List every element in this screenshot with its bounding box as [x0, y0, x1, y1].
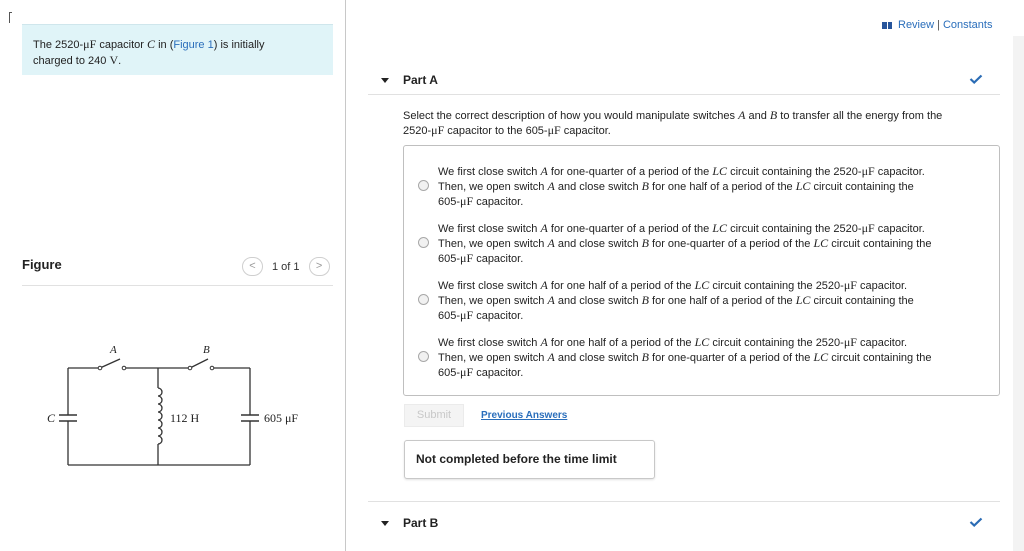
check-icon — [969, 517, 983, 527]
unit-text: μF — [83, 37, 97, 51]
collapse-triangle-icon — [381, 78, 389, 83]
constants-link[interactable]: Constants — [942, 19, 993, 31]
lc-symbol: LC — [694, 335, 710, 349]
switch-b-blade — [190, 359, 208, 368]
switch-contact — [210, 366, 214, 370]
next-figure-button[interactable]: > — [309, 257, 330, 276]
switch-b-symbol: B — [769, 108, 778, 122]
option-fragment: and close switch — [554, 238, 642, 250]
part-b-header[interactable] — [381, 516, 438, 530]
option-fragment: We first close switch — [438, 337, 541, 349]
switch-b-symbol: B — [641, 293, 649, 307]
unit-text: μF — [460, 194, 474, 208]
lc-symbol: LC — [694, 278, 710, 292]
option-fragment: capacitor. — [874, 166, 925, 178]
intro-text: capacitor — [96, 39, 148, 51]
radio-button[interactable] — [418, 351, 429, 362]
answer-option-3[interactable] — [418, 278, 988, 324]
switch-b-symbol: B — [641, 236, 649, 250]
review-link[interactable]: Review — [898, 19, 935, 31]
intro-text: charged to 240 — [33, 55, 110, 67]
option-fragment: We first close switch — [438, 223, 541, 235]
problem-intro — [22, 24, 333, 75]
option-fragment: capacitor. — [856, 280, 908, 292]
unit-text: μF — [460, 308, 474, 322]
question-fragment: 2520- — [403, 125, 432, 137]
option-fragment: circuit containing the — [810, 295, 914, 307]
lc-circuit-diagram — [40, 338, 320, 473]
option-fragment: circuit containing the 2520- — [727, 223, 862, 235]
option-fragment: for one-quarter of a period of the — [648, 238, 814, 250]
previous-figure-button[interactable]: < — [242, 257, 263, 276]
switch-a-label: A — [110, 344, 117, 356]
option-fragment: for one-quarter of a period of the — [547, 223, 713, 235]
radio-button[interactable] — [418, 180, 429, 191]
part-a-header[interactable] — [381, 73, 438, 87]
unit-text: μF — [843, 335, 857, 349]
switch-contact — [98, 366, 102, 370]
figure-pager — [242, 257, 330, 276]
option-fragment: 605- — [438, 253, 461, 265]
option-fragment: capacitor. — [473, 253, 524, 265]
option-fragment: capacitor. — [473, 310, 524, 322]
question-fragment: and — [745, 110, 770, 122]
answer-option-1[interactable] — [418, 164, 988, 210]
switch-b-symbol: B — [641, 179, 649, 193]
option-fragment: 605- — [438, 310, 461, 322]
option-text — [438, 221, 988, 266]
option-fragment: circuit containing the — [810, 181, 914, 193]
figure-page-indicator: 1 of 1 — [272, 260, 300, 273]
scrollbar[interactable] — [1013, 36, 1024, 551]
book-icon — [882, 22, 892, 29]
option-fragment: Then, we open switch — [438, 181, 548, 193]
option-text — [438, 164, 988, 209]
option-fragment: and close switch — [554, 181, 642, 193]
previous-answers-link[interactable]: Previous Answers — [481, 410, 568, 421]
option-text — [438, 278, 988, 323]
option-fragment: circuit containing the — [828, 238, 932, 250]
intro-text: ) is initially — [213, 39, 265, 51]
status-message: Not completed before the time limit — [404, 440, 655, 479]
question-fragment: capacitor to the 605- — [444, 125, 548, 137]
option-fragment: circuit containing the 2520- — [727, 166, 862, 178]
option-fragment: 605- — [438, 196, 461, 208]
switch-a-symbol: A — [547, 350, 555, 364]
switch-a-symbol: A — [547, 179, 555, 193]
option-fragment: Then, we open switch — [438, 238, 548, 250]
divider — [368, 94, 1000, 95]
option-text — [438, 335, 988, 380]
option-fragment: for one half of a period of the — [648, 181, 796, 193]
lc-symbol: LC — [712, 221, 728, 235]
capacitor-605-label: 605 μF — [264, 411, 299, 425]
option-fragment: capacitor. — [473, 367, 524, 379]
unit-text: μF — [861, 221, 875, 235]
switch-a-symbol: A — [738, 108, 746, 122]
check-icon — [969, 74, 983, 84]
lc-symbol: LC — [712, 164, 728, 178]
lc-symbol: LC — [813, 236, 829, 250]
part-a-label: Part A — [403, 73, 438, 87]
option-fragment: and close switch — [554, 352, 642, 364]
lc-symbol: LC — [795, 293, 811, 307]
submit-button[interactable]: Submit — [404, 404, 464, 427]
switch-a-symbol: A — [547, 293, 555, 307]
intro-text: in ( — [155, 39, 174, 51]
unit-text: μF — [861, 164, 875, 178]
intro-text: . — [118, 55, 122, 67]
option-fragment: capacitor. — [473, 196, 524, 208]
switch-a-blade — [100, 359, 120, 368]
lc-symbol: LC — [813, 350, 829, 364]
option-fragment: for one half of a period of the — [547, 280, 695, 292]
switch-a-symbol: A — [540, 278, 548, 292]
question-fragment: to transfer all the energy from the — [777, 110, 943, 122]
option-fragment: capacitor. — [856, 337, 908, 349]
option-fragment: and close switch — [554, 295, 642, 307]
part-b-label: Part B — [403, 516, 439, 530]
option-fragment: for one half of a period of the — [547, 337, 695, 349]
lc-symbol: LC — [795, 179, 811, 193]
answer-option-2[interactable] — [418, 221, 988, 267]
corner-bracket-icon — [9, 12, 12, 23]
question-fragment: capacitor. — [560, 125, 611, 137]
option-fragment: circuit containing the 2520- — [709, 337, 844, 349]
option-fragment: We first close switch — [438, 280, 541, 292]
unit-text: μF — [547, 123, 561, 137]
radio-button[interactable] — [418, 294, 429, 305]
option-fragment: circuit containing the — [828, 352, 932, 364]
unit-text: μF — [431, 123, 445, 137]
review-constants-bar — [882, 19, 992, 31]
option-fragment: for one-quarter of a period of the — [648, 352, 814, 364]
capacitor-symbol: C — [147, 37, 156, 51]
unit-text: μF — [843, 278, 857, 292]
answer-option-4[interactable] — [418, 335, 988, 381]
radio-button[interactable] — [418, 237, 429, 248]
switch-contact — [122, 366, 126, 370]
collapse-triangle-icon — [381, 521, 389, 526]
switch-a-symbol: A — [547, 236, 555, 250]
figure-title: Figure — [22, 257, 62, 272]
switch-b-label: B — [203, 344, 210, 356]
unit-text: μF — [460, 251, 474, 265]
option-fragment: We first close switch — [438, 166, 541, 178]
figure-link[interactable]: Figure 1 — [173, 39, 214, 51]
option-fragment: for one-quarter of a period of the — [547, 166, 713, 178]
unit-text: V — [109, 53, 119, 67]
option-fragment: Then, we open switch — [438, 352, 548, 364]
inductor-value-label: 112 H — [170, 411, 200, 425]
unit-text: μF — [460, 365, 474, 379]
answer-options — [403, 145, 1000, 396]
divider — [368, 501, 1000, 502]
left-panel — [0, 0, 346, 551]
question-fragment: Select the correct description of how you would manipulate switches — [403, 110, 739, 122]
option-fragment: for one half of a period of the — [648, 295, 796, 307]
separator: | — [937, 19, 940, 31]
switch-a-symbol: A — [540, 335, 548, 349]
capacitor-c-label: C — [47, 411, 56, 425]
option-fragment: 605- — [438, 367, 461, 379]
option-fragment: Then, we open switch — [438, 295, 548, 307]
switch-a-symbol: A — [540, 221, 548, 235]
option-fragment: capacitor. — [874, 223, 925, 235]
switch-b-symbol: B — [641, 350, 649, 364]
inductor-coil — [158, 388, 162, 444]
option-fragment: circuit containing the 2520- — [709, 280, 844, 292]
divider — [22, 285, 333, 286]
question-text — [403, 108, 993, 138]
switch-contact — [188, 366, 192, 370]
intro-text: The 2520- — [33, 39, 84, 51]
switch-a-symbol: A — [540, 164, 548, 178]
